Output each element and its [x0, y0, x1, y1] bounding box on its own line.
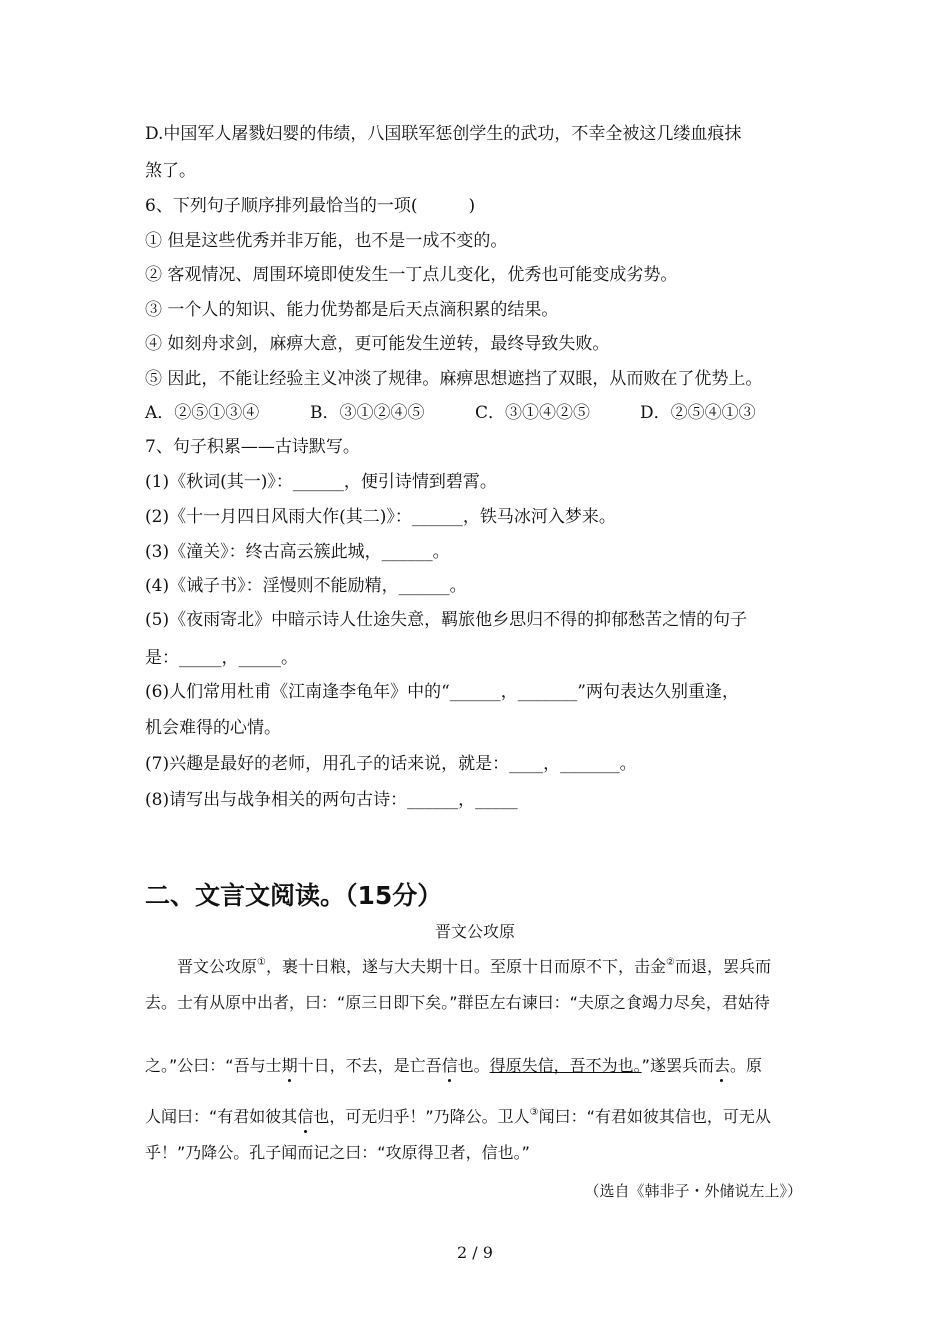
poem-item-4: (4)《诫子书》：淫慢则不能励精，______。	[145, 576, 467, 596]
sentence-5: ⑤ 因此，不能让经验主义冲淡了规律。麻痹思想遮挡了双眼，从而败在了优势上。	[145, 369, 763, 389]
footnote-mark: ①	[257, 957, 266, 968]
question-6: 6、下列句子顺序排列最恰当的一项( )	[145, 196, 476, 216]
poem-item-7: (7)兴趣是最好的老师，用孔子的话来说，就是：____，_______。	[145, 754, 637, 774]
emphasis-char: 信	[441, 1056, 458, 1075]
poem-item-3: (3)《潼关》：终古高云簇此城，______。	[145, 542, 450, 562]
option-a: A．②⑤①③④	[145, 403, 260, 423]
option-c: C．③①④②⑤	[475, 403, 591, 423]
option-d-line-1: D.中国军人屠戮妇婴的伟绩，八国联军惩创学生的武功，不幸全被这几缕血痕抹	[145, 124, 742, 144]
option-d: D．②⑤④①③	[640, 403, 756, 423]
poem-item-6-line-2: 机会难得的心情。	[145, 718, 281, 738]
sentence-4: ④ 如刻舟求剑，麻痹大意，更可能发生逆转，最终导致失败。	[145, 334, 610, 354]
footnote-mark: ②	[666, 957, 675, 968]
passage-line-3: 之。”公曰：“吾与士期十日，不去，是亡吾信也。得原失信，吾不为也。”遂罢兵而去。原	[145, 1056, 762, 1075]
poem-item-1: (1)《秋词(其一)》：______，便引诗情到碧霄。	[145, 472, 497, 492]
emphasis-char: 去	[713, 1056, 730, 1075]
question-7: 7、句子积累——古诗默写。	[145, 437, 360, 457]
passage-line-2: 去。士有从原中出者，曰：“原三日即下矣。”群臣左右谏曰：“夫原之食竭力尽矣，君姑待	[145, 993, 770, 1012]
sentence-1: ① 但是这些优秀并非万能，也不是一成不变的。	[145, 231, 508, 251]
sentence-2: ② 客观情况、周围环境即使发生一丁点儿变化，优秀也可能变成劣势。	[145, 265, 678, 285]
passage-line-5: 乎！”乃降公。孔子闻而记之曰：“攻原得卫者，信也。”	[145, 1143, 530, 1162]
emphasis-char: 期	[281, 1056, 298, 1075]
poem-item-5-line-2: 是：_____，_____。	[145, 648, 298, 668]
sentence-3: ③ 一个人的知识、能力优势都是后天点滴积累的结果。	[145, 300, 559, 320]
underlined-sentence: 得原失信，吾不为也。	[489, 1056, 642, 1075]
emphasis-char: 信	[297, 1107, 314, 1126]
footnote-mark: ③	[529, 1107, 539, 1118]
passage-line-4: 人闻曰：“有君如彼其信也，可无归乎！”乃降公。卫人③闻曰：“有君如彼其信也，可无从	[145, 1107, 771, 1126]
option-d-line-2: 煞了。	[145, 161, 196, 181]
poem-item-6-line-1: (6)人们常用杜甫《江南逢李龟年》中的“______，_______”两句表达久别重逢，	[145, 682, 739, 702]
source-citation: （选自《韩非子・外储说左上》）	[584, 1182, 802, 1200]
section-heading: 二、文言文阅读。（15分）	[145, 881, 443, 910]
poem-item-5-line-1: (5)《夜雨寄北》中暗示诗人仕途失意，羁旅他乡思归不得的抑郁愁苦之情的句子	[145, 610, 748, 630]
poem-item-8: (8)请写出与战争相关的两句古诗：______，_____	[145, 790, 518, 810]
passage-title: 晋文公攻原	[434, 922, 515, 941]
answer-options	[145, 402, 756, 424]
passage-line-1: 晋文公攻原①，裹十日粮，遂与大夫期十日。至原十日而原不下，击金②而退，罢兵而	[177, 957, 771, 976]
poem-item-2: (2)《十一月四日风雨大作(其二)》：______，铁马冰河入梦来。	[145, 507, 616, 527]
page-number: 2 / 9	[457, 1243, 493, 1262]
option-b: B．③①②④⑤	[310, 403, 425, 423]
